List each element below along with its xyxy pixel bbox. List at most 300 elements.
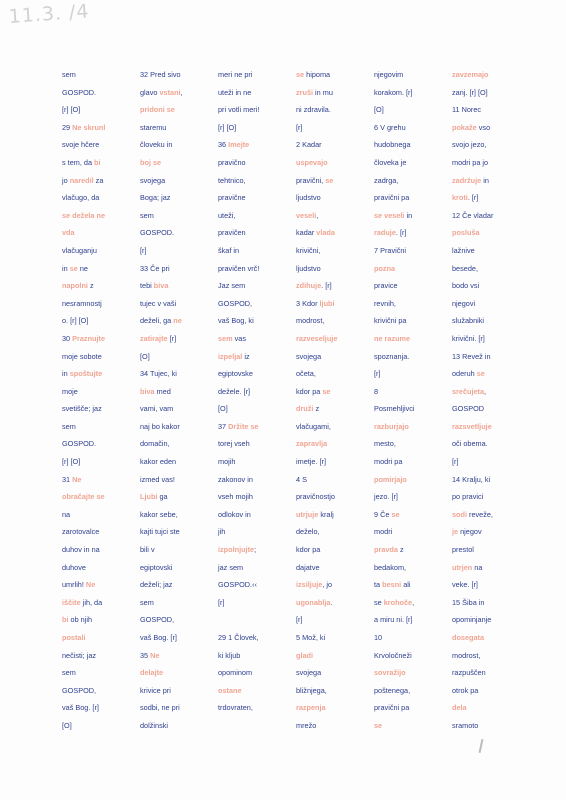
text-segment: za — [93, 175, 104, 185]
text-segment: in — [481, 175, 489, 185]
text-line — [374, 471, 452, 489]
text-line — [452, 154, 530, 172]
text-segment: 15 Šiba in — [452, 597, 485, 607]
text-segment: revnih, — [374, 298, 396, 308]
text-segment: modrost, — [452, 650, 481, 660]
highlighted-word: veseli — [296, 210, 317, 220]
text-segment: pravice — [374, 281, 398, 291]
text-segment: ga — [157, 492, 168, 502]
text-segment: 30 — [62, 333, 73, 343]
text-line — [62, 84, 140, 102]
text-segment: krivični, — [296, 245, 321, 255]
text-segment: [O] — [140, 351, 150, 361]
text-segment: naj bo kakor — [140, 421, 180, 431]
text-line — [296, 365, 374, 383]
text-line — [140, 506, 218, 524]
text-line — [452, 541, 530, 559]
text-segment: dežele. [r] — [218, 386, 251, 396]
highlighted-word: dosegata — [452, 633, 485, 642]
text-line — [374, 506, 452, 524]
text-segment: moje sobote — [62, 351, 102, 361]
text-line — [218, 611, 296, 629]
text-line — [140, 435, 218, 453]
text-segment: [O] — [62, 720, 72, 730]
text-line — [374, 119, 452, 137]
text-line — [218, 488, 296, 506]
text-line — [452, 435, 530, 453]
text-line — [374, 260, 452, 278]
text-segment: na — [62, 509, 71, 519]
text-segment: 13 Revež in — [452, 351, 491, 361]
text-line — [296, 647, 374, 665]
highlighted-word: napolni — [62, 281, 88, 291]
highlighted-word: Ne — [150, 650, 160, 660]
text-line — [218, 400, 296, 418]
text-segment: o. [r] [O] — [62, 316, 89, 326]
highlighted-word: dežela — [72, 210, 95, 220]
text-line — [452, 348, 530, 366]
text-segment: jih, da — [80, 597, 103, 607]
text-segment: ki kljub — [218, 650, 241, 660]
text-segment: [r] — [296, 615, 303, 625]
highlighted-word: vlada — [316, 228, 335, 238]
text-line — [452, 189, 530, 207]
highlighted-word: Ljubi — [140, 492, 158, 502]
text-line — [452, 594, 530, 612]
text-line — [296, 611, 374, 629]
text-line — [218, 295, 296, 313]
highlighted-word: ostane — [218, 685, 242, 695]
text-line — [296, 682, 374, 700]
text-line — [140, 717, 218, 735]
text-line — [218, 418, 296, 436]
highlighted-word: se — [325, 175, 334, 185]
highlighted-word: se — [391, 509, 400, 519]
highlighted-word: se — [322, 386, 331, 396]
text-segment: torej vseh — [218, 439, 250, 449]
text-line — [296, 154, 374, 172]
text-segment: vaš Bog. [r] — [140, 633, 177, 642]
text-segment: modri — [374, 527, 393, 537]
text-segment: vlačugo, da — [62, 193, 100, 203]
text-line — [218, 435, 296, 453]
text-segment: pravične — [218, 193, 246, 203]
highlighted-word: izpeljal — [218, 351, 243, 361]
text-segment: ali — [401, 580, 411, 590]
text-line — [296, 576, 374, 594]
text-line — [374, 488, 452, 506]
text-segment: kralj — [318, 509, 334, 519]
text-line — [62, 312, 140, 330]
highlighted-word: ne razume — [374, 333, 411, 343]
text-segment: opominjanje — [452, 615, 492, 625]
text-line — [296, 189, 374, 207]
text-line — [452, 330, 530, 348]
text-segment: besede, — [452, 263, 478, 273]
text-segment: prestol — [452, 545, 474, 555]
text-line — [140, 594, 218, 612]
text-line — [374, 330, 452, 348]
text-line — [452, 101, 530, 119]
text-column-3 — [218, 66, 296, 735]
text-segment: 5 Mož, ki — [296, 633, 326, 642]
text-segment: sem — [62, 668, 76, 678]
text-line — [140, 136, 218, 154]
text-line — [62, 348, 140, 366]
highlighted-word: iščite — [62, 597, 81, 607]
text-line — [218, 682, 296, 700]
text-line — [62, 699, 140, 717]
text-line — [452, 647, 530, 665]
text-segment: vso — [476, 122, 491, 132]
highlighted-word: ne — [173, 316, 182, 326]
highlighted-word: ne — [96, 210, 106, 220]
text-line — [452, 400, 530, 418]
text-segment: svojega — [140, 175, 166, 185]
text-segment: veke. [r] — [452, 580, 478, 590]
text-line — [140, 172, 218, 190]
text-segment: pri votli meri! — [218, 105, 260, 115]
highlighted-word: sem — [218, 333, 233, 343]
text-line — [218, 260, 296, 278]
highlighted-word: Držite se — [228, 421, 259, 431]
text-line — [140, 84, 218, 102]
text-line — [296, 348, 374, 366]
text-segment: moje — [62, 386, 78, 396]
text-line — [296, 699, 374, 717]
text-segment: [r] — [374, 369, 381, 379]
text-line — [218, 541, 296, 559]
text-segment: Jaz sem — [218, 281, 246, 291]
text-line — [374, 224, 452, 242]
highlighted-word: boj se — [140, 157, 162, 167]
text-line — [62, 559, 140, 577]
text-segment: po pravici — [452, 492, 484, 502]
text-segment: , — [484, 386, 487, 396]
text-segment: GOSPOD. — [62, 439, 97, 449]
text-line — [374, 435, 452, 453]
highlighted-word: Ne — [85, 580, 96, 590]
text-line — [218, 224, 296, 242]
text-segment: pravičen — [218, 228, 246, 238]
text-segment: in — [62, 263, 70, 273]
highlighted-word: razsvetljuje — [452, 421, 492, 431]
text-line — [62, 594, 140, 612]
text-line — [218, 576, 296, 594]
text-segment: trdovraten, — [218, 703, 253, 713]
text-segment: mrežo — [296, 720, 317, 730]
text-segment: 35 — [140, 650, 151, 660]
text-segment: z — [397, 545, 404, 555]
text-segment: 31 — [62, 474, 73, 484]
text-line — [62, 488, 140, 506]
text-segment: njegovim — [374, 70, 404, 79]
text-segment: . [r] — [467, 193, 479, 203]
text-segment: 3 Kdor — [296, 298, 320, 308]
text-segment: vami, vam — [140, 404, 174, 414]
text-line — [296, 435, 374, 453]
text-segment: krivice pri — [140, 685, 171, 695]
text-line — [374, 383, 452, 401]
text-line — [452, 506, 530, 524]
text-line — [62, 383, 140, 401]
text-segment: 10 — [374, 633, 383, 642]
text-line — [452, 699, 530, 717]
text-segment: egiptovske — [218, 369, 253, 379]
text-segment: vas — [232, 333, 246, 343]
highlighted-word: ljubi — [319, 298, 335, 308]
text-line — [374, 189, 452, 207]
text-segment: [r] — [452, 457, 459, 467]
text-line — [296, 400, 374, 418]
highlighted-word: zadržuje — [452, 175, 482, 185]
text-line — [452, 312, 530, 330]
text-segment: GOSPOD, — [140, 615, 175, 625]
text-line — [218, 330, 296, 348]
text-line — [140, 365, 218, 383]
text-line — [296, 101, 374, 119]
highlighted-word: postali — [62, 633, 86, 642]
text-line — [140, 647, 218, 665]
text-segment: nesramnostj — [62, 298, 102, 308]
highlighted-word: vda — [62, 228, 75, 238]
text-line — [374, 242, 452, 260]
text-segment: lažnive — [452, 245, 475, 255]
text-segment: zakonov in — [218, 474, 253, 484]
highlighted-word: utrjen — [452, 562, 473, 572]
text-line — [62, 295, 140, 313]
text-segment: sramoto — [452, 720, 479, 730]
text-line — [140, 541, 218, 559]
highlighted-word: razburjajo — [374, 421, 409, 431]
text-segment: ni zdravila. — [296, 105, 331, 115]
text-line — [62, 523, 140, 541]
text-line — [296, 541, 374, 559]
text-segment: , jo — [322, 580, 333, 590]
text-line — [296, 172, 374, 190]
text-line — [374, 312, 452, 330]
text-segment: pravičen vrč! — [218, 263, 260, 273]
text-segment: [r] — [296, 122, 303, 132]
text-line — [62, 119, 140, 137]
text-segment: [r] — [218, 597, 225, 607]
text-segment: modrost, — [296, 316, 325, 326]
text-segment: mesto, — [374, 439, 396, 449]
text-segment: meri ne pri — [218, 70, 253, 79]
text-line — [452, 488, 530, 506]
text-line — [374, 594, 452, 612]
text-segment: , — [180, 87, 183, 97]
text-line — [218, 84, 296, 102]
text-line — [62, 207, 140, 225]
text-segment: imetje. [r] — [296, 457, 327, 467]
text-line — [452, 471, 530, 489]
text-line — [62, 471, 140, 489]
text-segment: zanj. [r] [O] — [452, 87, 488, 97]
text-line — [218, 647, 296, 665]
highlighted-word: se — [296, 70, 305, 79]
highlighted-word: pridoni se — [140, 105, 175, 115]
text-line — [296, 224, 374, 242]
text-line — [62, 611, 140, 629]
text-line — [374, 611, 452, 629]
text-line — [374, 682, 452, 700]
text-line — [218, 242, 296, 260]
highlighted-word: Praznujte — [72, 333, 105, 343]
highlighted-word: uspevajo — [296, 157, 328, 167]
text-line — [62, 418, 140, 436]
text-segment: 34 Tujec, ki — [140, 369, 177, 379]
text-segment: se — [374, 597, 384, 607]
text-line — [62, 277, 140, 295]
text-line — [218, 559, 296, 577]
text-line — [218, 629, 296, 647]
text-line — [374, 699, 452, 717]
text-segment: vseh mojih — [218, 492, 253, 502]
text-segment: tehtnico, — [218, 175, 246, 185]
text-line — [218, 312, 296, 330]
text-segment: GOSPOD. — [140, 228, 175, 238]
text-line — [140, 101, 218, 119]
text-segment: opominom — [218, 668, 253, 678]
highlighted-word: delajte — [140, 668, 164, 678]
text-segment: oči obema. — [452, 439, 488, 449]
text-line — [374, 453, 452, 471]
text-column-1 — [62, 66, 140, 735]
text-line — [62, 647, 140, 665]
text-line — [140, 277, 218, 295]
highlighted-word: se veseli — [374, 210, 405, 220]
text-segment: 11 Norec — [452, 105, 482, 115]
text-segment: 29 1 Človek, — [218, 633, 259, 642]
text-line — [62, 541, 140, 559]
text-segment: poštenega, — [374, 685, 411, 695]
text-line — [296, 471, 374, 489]
text-line — [218, 101, 296, 119]
text-segment: [O] — [218, 404, 228, 414]
text-line — [374, 348, 452, 366]
text-line — [140, 400, 218, 418]
text-line — [140, 189, 218, 207]
text-segment: 12 Če vladar — [452, 210, 494, 220]
text-segment: mojih — [218, 457, 236, 467]
text-line — [140, 664, 218, 682]
text-segment: krivični. [r] — [452, 333, 485, 343]
text-line — [140, 488, 218, 506]
text-line — [62, 189, 140, 207]
highlighted-word: sovražijo — [374, 668, 406, 678]
text-line — [452, 66, 530, 84]
text-segment: GOSPOD, — [218, 298, 253, 308]
highlighted-word: zavzemajo — [452, 70, 489, 79]
text-line — [452, 418, 530, 436]
text-line — [62, 400, 140, 418]
text-line — [62, 576, 140, 594]
text-segment: izmed vas! — [140, 474, 175, 484]
highlighted-word: biva — [153, 281, 169, 291]
text-segment: zadrga, — [374, 175, 399, 185]
text-segment: kajti tujci ste — [140, 527, 180, 537]
text-segment: odlokov in — [218, 509, 251, 519]
highlighted-word: razveseljuje — [296, 333, 338, 343]
highlighted-word: zapravlja — [296, 439, 328, 449]
text-line — [296, 277, 374, 295]
text-segment: svojega — [296, 668, 322, 678]
text-line — [62, 365, 140, 383]
text-line — [296, 594, 374, 612]
text-segment: a miru ni. [r] — [374, 615, 413, 625]
text-segment: , — [412, 597, 415, 607]
text-line — [62, 717, 140, 735]
text-segment: deželo, — [296, 527, 320, 537]
text-segment: svojo jezo, — [452, 140, 487, 150]
text-line — [218, 154, 296, 172]
text-segment: kakor sebe, — [140, 509, 178, 519]
highlighted-word: zatirajte — [140, 333, 168, 343]
text-line — [374, 101, 452, 119]
text-segment: GOSPOD — [452, 404, 485, 414]
text-segment: [r] [O] — [62, 105, 81, 115]
text-line — [452, 260, 530, 278]
text-segment: bili v — [140, 545, 155, 555]
text-segment: glavo — [140, 87, 160, 97]
text-segment: uteži in ne — [218, 87, 252, 97]
text-line — [62, 330, 140, 348]
text-line — [452, 664, 530, 682]
text-line — [452, 383, 530, 401]
text-line — [140, 119, 218, 137]
text-line — [218, 66, 296, 84]
text-segment: dolžinski — [140, 720, 168, 730]
text-line — [140, 312, 218, 330]
text-column-2 — [140, 66, 218, 735]
text-segment: vlačuganju — [62, 245, 97, 255]
text-segment: zarotovalce — [62, 527, 100, 537]
text-segment: 32 Pred sivo — [140, 70, 181, 79]
text-segment: GOSPOD.‹‹ — [218, 580, 257, 590]
highlighted-word: ugonablja — [296, 597, 331, 607]
text-line — [218, 506, 296, 524]
text-line — [140, 295, 218, 313]
text-line — [140, 576, 218, 594]
text-segment: Posmehljivci — [374, 404, 415, 414]
highlighted-word: izsiljuje — [296, 580, 323, 590]
text-line — [62, 664, 140, 682]
text-segment: sem — [140, 597, 154, 607]
text-line — [140, 611, 218, 629]
text-line — [374, 172, 452, 190]
highlighted-word: Ne — [72, 474, 82, 484]
text-segment: jaz sem — [218, 562, 244, 572]
highlighted-word: se — [374, 720, 383, 730]
text-segment: pravični pa — [374, 703, 410, 713]
text-line — [296, 629, 374, 647]
pen-mark — [479, 739, 484, 753]
highlighted-word: se — [476, 369, 485, 379]
text-line — [140, 260, 218, 278]
highlighted-word: bi — [94, 157, 101, 167]
text-line — [218, 189, 296, 207]
text-segment: deželi; jaz — [140, 580, 173, 590]
text-line — [296, 664, 374, 682]
text-line — [218, 348, 296, 366]
text-segment: 6 V grehu — [374, 122, 406, 132]
text-segment: [r] — [167, 333, 177, 343]
text-line — [452, 84, 530, 102]
text-line — [62, 154, 140, 172]
text-line — [218, 594, 296, 612]
highlighted-word: razpenja — [296, 703, 326, 713]
